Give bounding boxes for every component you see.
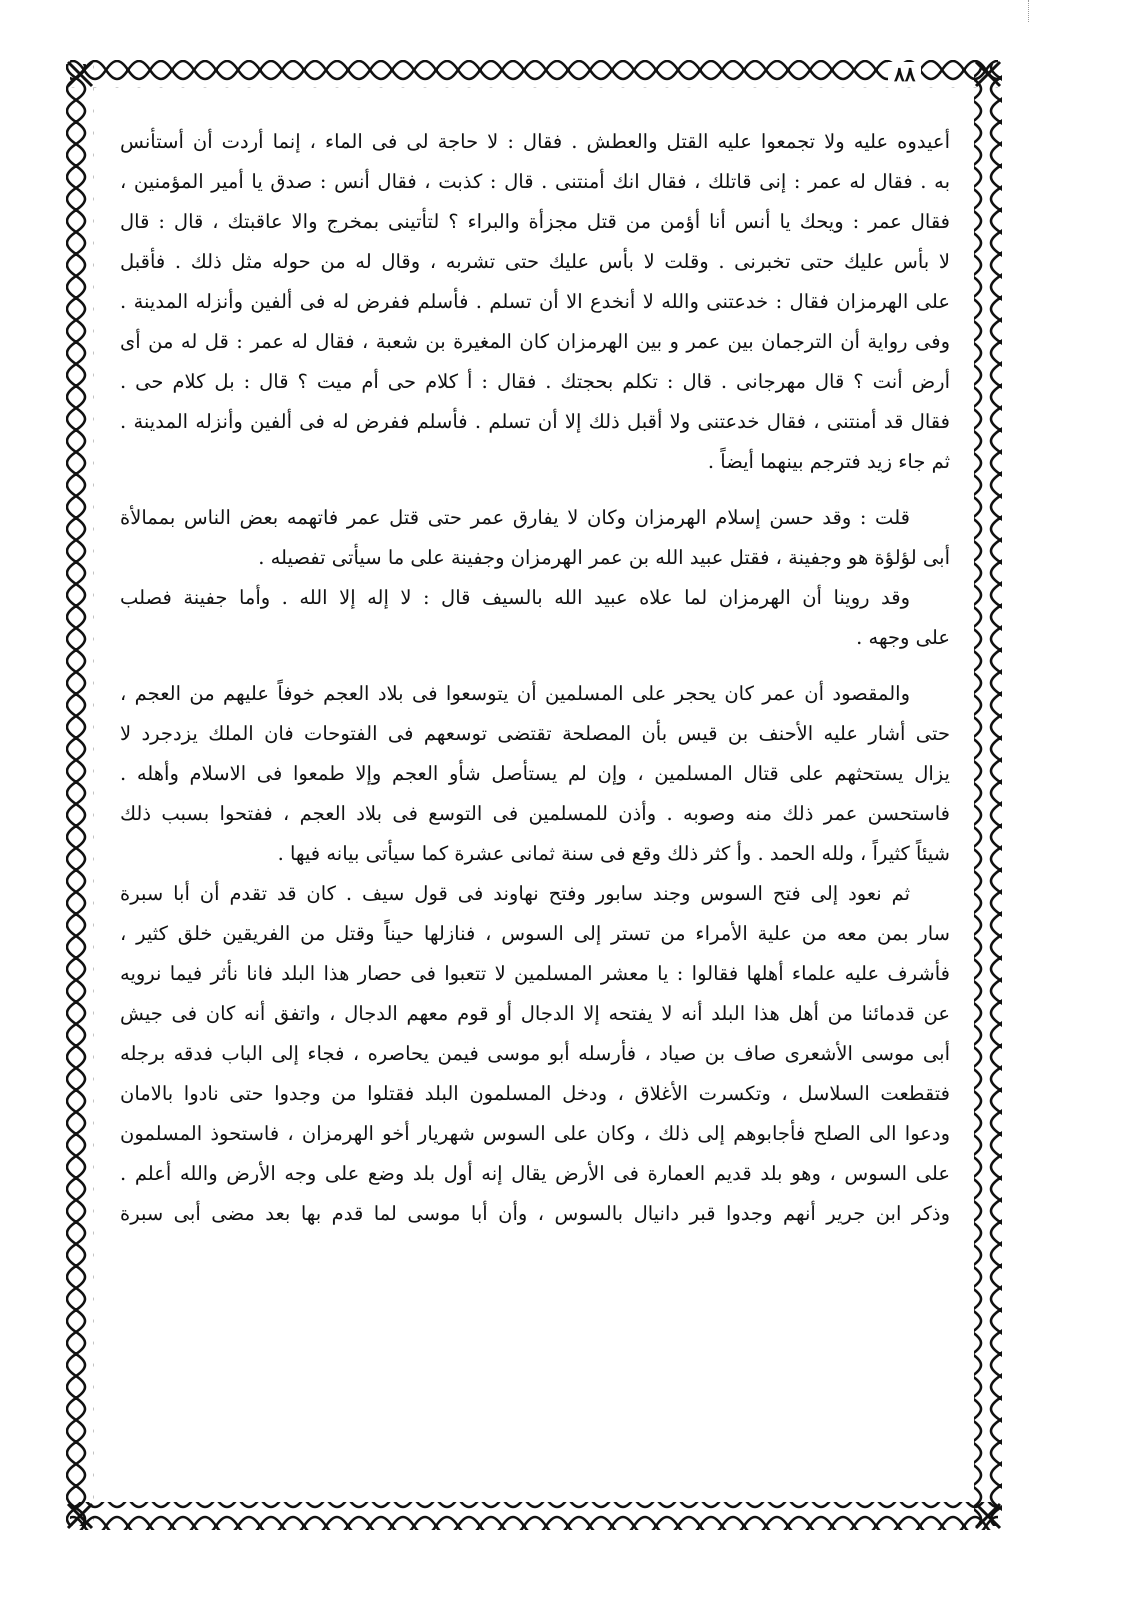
paragraph-gap	[120, 482, 950, 498]
text-line: يزال يستحثهم على قتال المسلمين ، وإن لم يستأصل شأو العجم وإلا طمعوا فى الاسلام وأهله .	[120, 762, 950, 785]
text-line: فأشرف عليه علماء أهلها فقالوا : يا معشر المسلمين لا تتعبوا فى حصار هذا البلد فانا نأثر فيما نرويه	[120, 962, 950, 985]
paragraph-gap	[120, 658, 950, 674]
text-line: فقال عمر : ويحك يا أنس أنا أؤمن من قتل مجزأة والبراء ؟ لتأتينى بمخرج والا عاقبتك ، قال : قال	[120, 210, 950, 233]
text-line: أبى موسى الأشعرى صاف بن صياد ، فأرسله أبو موسى فيمن يحاصره ، فجاء إلى الباب فدقه برجله	[120, 1042, 950, 1065]
text-line: فتقطعت السلاسل ، وتكسرت الأغلاق ، ودخل المسلمون البلد فقتلوا من وجدوا حتى نادوا بالامان	[120, 1082, 950, 1105]
body-text	[120, 122, 950, 1452]
text-line: فقال قد أمنتنى ، فقال خدعتنى ولا أقبل ذلك إلا أن تسلم . فأسلم ففرض له فى ألفين وأنزله المدينة .	[120, 410, 950, 433]
page-number: ٨٨	[888, 62, 921, 86]
text-line: حتى أشار عليه الأحنف بن قيس بأن المصلحة تقتضى توسعهم فى الفتوحات فان الملك يزدجرد لا	[120, 722, 950, 745]
text-line: به . فقال له عمر : إنى قاتلك ، فقال انك أمنتنى . قال : كذبت ، فقال أنس : صدق يا أمير المؤمنين ،	[120, 170, 950, 193]
text-line: لا بأس عليك حتى تخبرنى . وقلت لا بأس عليك حتى تشربه ، وقال له من حوله مثل ذلك . فأقبل	[120, 250, 950, 273]
text-line: سار بمن معه من علية الأمراء من تستر إلى السوس ، فنازلها حيناً وقتل من الفريقين خلق كثير ،	[120, 922, 950, 945]
text-line: ودعوا الى الصلح فأجابوهم إلى ذلك ، وكان على السوس شهريار أخو الهرمزان ، فاستحوذ المسلمون	[120, 1122, 950, 1145]
text-line: فاستحسن عمر ذلك منه وصوبه . وأذن للمسلمين فى التوسع فى بلاد العجم ، ففتحوا بسبب ذلك	[120, 802, 950, 825]
text-line: أبى لؤلؤة هو وجفينة ، فقتل عبيد الله بن عمر الهرمزان وجفينة على ما سيأتى تفصيله .	[258, 546, 950, 569]
text-line: والمقصود أن عمر كان يحجر على المسلمين أن يتوسعوا فى بلاد العجم خوفاً عليهم من العجم ،	[120, 682, 910, 705]
text-line: على الهرمزان فقال : خدعتنى والله لا أنخدع الا أن تسلم . فأسلم ففرض له فى ألفين وأنزله المدينة .	[120, 290, 950, 313]
text-line: ثم نعود إلى فتح السوس وجند سابور وفتح نهاوند فى قول سيف . كان قد تقدم أن أبا سبرة	[120, 882, 910, 905]
text-line: على وجهه .	[856, 626, 950, 649]
text-line: عن قدمائنا من أهل هذا البلد أنه لا يفتحه إلا الدجال أو قوم معهم الدجال ، واتفق أنه كان فى جيش	[120, 1002, 950, 1025]
paragraph	[120, 498, 950, 658]
text-line: على السوس ، وهو بلد قديم العمارة فى الأرض يقال إنه أول بلد وضع على وجه الأرض والله أعلم .	[120, 1162, 950, 1185]
text-line: وفى رواية أن الترجمان بين عمر و بين الهرمزان كان المغيرة بن شعبة ، فقال له عمر : قل له من أى	[120, 330, 950, 353]
text-line: ثم جاء زيد فترجم بينهما أيضاً .	[707, 450, 950, 473]
paragraph	[120, 122, 950, 482]
text-line: شيئاً كثيراً ، ولله الحمد . وأ كثر ذلك وقع فى سنة ثمانى عشرة كما سيأتى بيانه فيها .	[277, 842, 950, 865]
text-line: وذكر ابن جرير أنهم وجدوا قبر دانيال بالسوس ، وأن أبا موسى لما قدم بها بعد مضى أبى سبرة	[120, 1202, 950, 1225]
margin-mark	[1028, 0, 1033, 22]
text-line: أعيدوه عليه ولا تجمعوا عليه القتل والعطش . فقال : لا حاجة لى فى الماء ، إنما أردت أن أستأنس	[120, 130, 950, 153]
text-line: أرض أنت ؟ قال مهرجانى . قال : تكلم بحجتك . فقال : أ كلام حى أم ميت ؟ قال : بل كلام حى .	[120, 370, 950, 393]
paragraph	[120, 674, 950, 1234]
text-line: قلت : وقد حسن إسلام الهرمزان وكان لا يفارق عمر حتى قتل عمر فاتهمه بعض الناس بممالأة	[120, 506, 910, 529]
text-line: وقد روينا أن الهرمزان لما علاه عبيد الله بالسيف قال : لا إله إلا الله . وأما جفينة فصلب	[120, 586, 910, 609]
